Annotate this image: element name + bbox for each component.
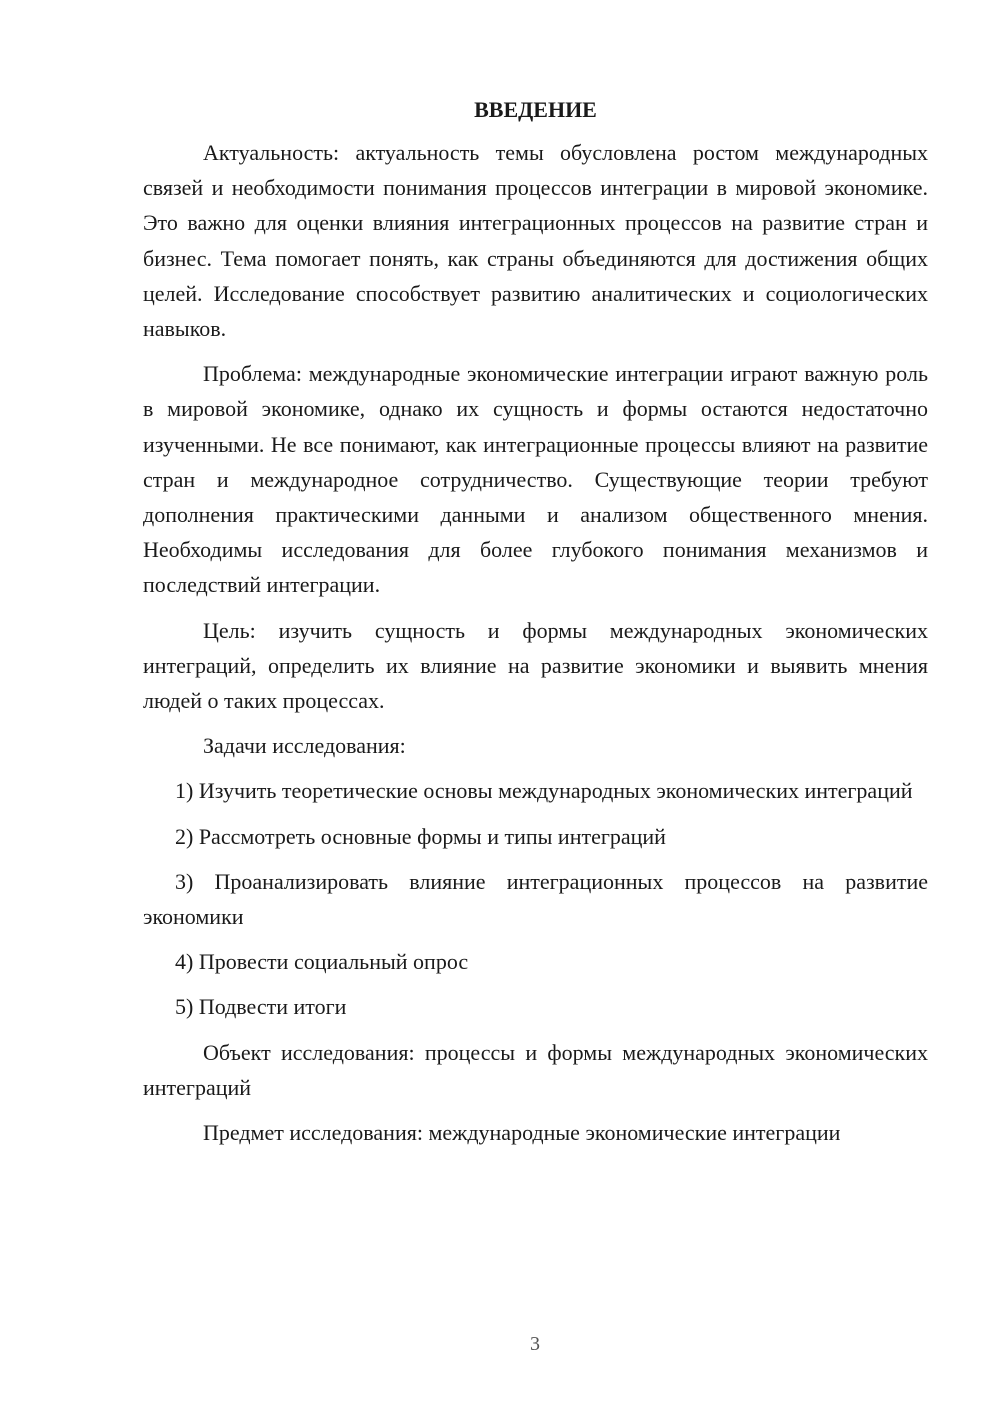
object-paragraph: Объект исследования: процессы и формы международных экономических интеграций [143,1039,928,1100]
task-item: 1) Изучить теоретические основы международных экономических интеграций [175,778,913,804]
problem-paragraph: Проблема: международные экономические интеграции играют важную роль в мировой экономике, однако их сущность и формы остаются недостаточно изученными. Не все понимают, как интеграционные процессы влияют на развитие стран и международное сотрудничество. Существующие теории требуют дополнения практическими данными и анализом общественного мнения. Необходимы исследования для более глубокого понимания механизмов и последствий интеграции. [143,361,928,598]
task-item: 3) Проанализировать влияние интеграционных процессов на развитие экономики [143,868,928,930]
section-title: ВВЕДЕНИЕ [474,97,597,122]
page-number: 3 [530,1333,540,1355]
tasks-list [143,773,928,1024]
task-item: 4) Провести социальный опрос [175,949,469,975]
task-item: 5) Подвести итоги [175,994,347,1020]
subject-paragraph: Предмет исследования: международные экономические интеграции [203,1120,841,1146]
relevance-paragraph: Актуальность: актуальность темы обусловлена ростом международных связей и необходимости понимания процессов интеграции в мировой экономике. Это важно для оценки влияния интеграционных процессов на развитие стран и бизнес. Тема помогает понять, как страны объединяются для достижения общих целей. Исследование способствует развитию аналитических и социологических навыков. [143,140,928,342]
goal-paragraph: Цель: изучить сущность и формы международных экономических интеграций, определить их влияние на развитие экономики и выявить мнения людей о таких процессах. [143,617,928,714]
task-item: 2) Рассмотреть основные формы и типы интеграций [175,823,666,849]
document-page [143,92,928,1160]
tasks-heading: Задачи исследования: [203,733,406,759]
